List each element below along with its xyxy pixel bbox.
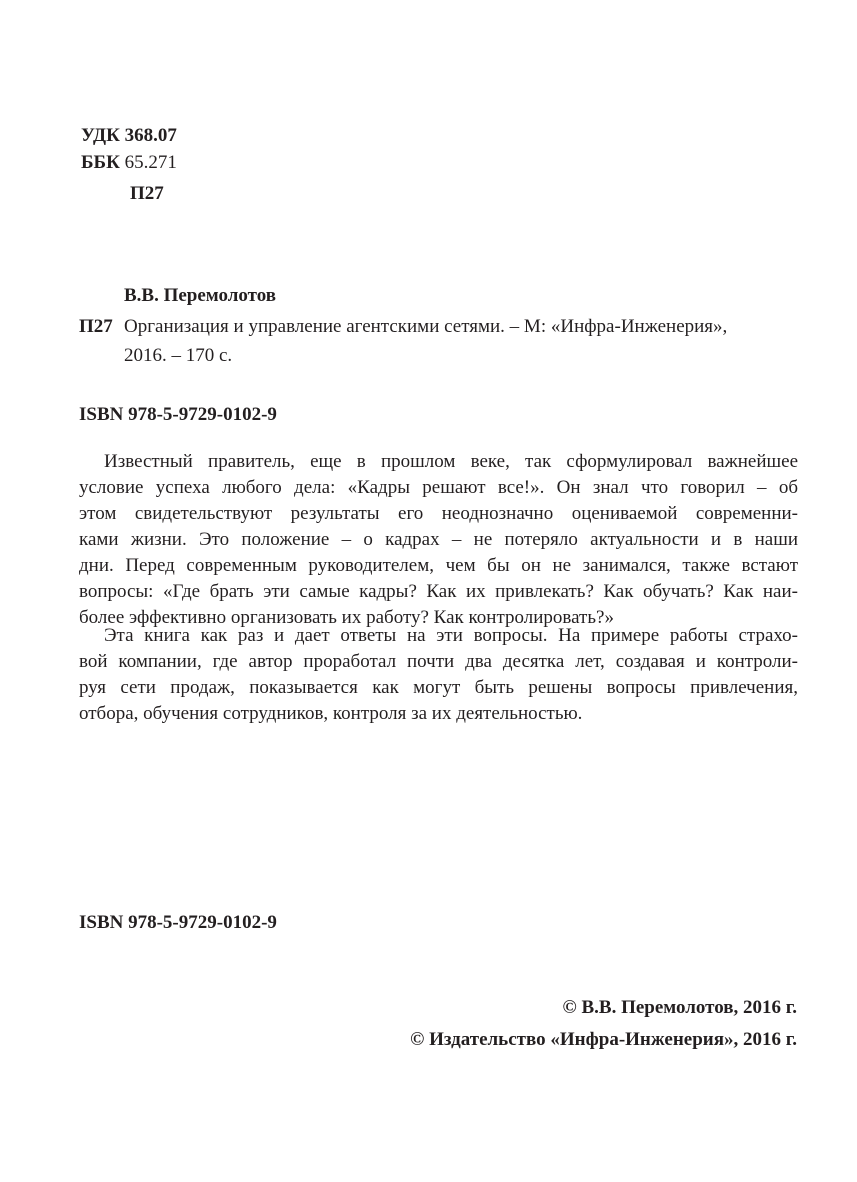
bbk-label: ББК (81, 152, 120, 173)
copyright-publisher: © Издательство «Инфра-Инженерия», 2016 г. (410, 1029, 797, 1050)
annotation-line: условие успеха любого дела: «Кадры решают все!». Он знал что говорил – об (79, 477, 798, 498)
author-code: П27 (130, 183, 164, 204)
annotation-line: ками жизни. Это положение – о кадрах – не потеряло актуальности и в наши (79, 529, 798, 550)
bbk-value: 65.271 (124, 152, 177, 173)
copyright-author: © В.В. Перемолотов, 2016 г. (562, 997, 797, 1018)
annotation-line: вой компании, где автор проработал почти два десятка лет, создавая и контроли- (79, 651, 798, 672)
udk-index: УДК 368.07 (81, 125, 177, 146)
annotation-paragraph-2 (79, 623, 798, 727)
book-title-line-2: 2016. – 170 с. (124, 345, 233, 366)
annotation-line: более эффективно организовать их работу? Как контролировать?» (79, 607, 614, 628)
annotation-line: вопросы: «Где брать эти самые кадры? Как их привлекать? Как обучать? Как наи- (79, 581, 798, 602)
annotation-line: этом свидетельствуют результаты его неоднозначно оцениваемой современни- (79, 503, 798, 524)
isbn-bottom: ISBN 978-5-9729-0102-9 (79, 912, 277, 933)
annotation-line: Эта книга как раз и дает ответы на эти вопросы. На примере работы страхо- (104, 625, 798, 646)
annotation-line: дни. Перед современным руководителем, чем бы он не занимался, также встают (79, 555, 798, 576)
annotation-line: Известный правитель, еще в прошлом веке, так сформулировал важнейшее (104, 451, 798, 472)
book-title-line-1: Организация и управление агентскими сетями. – М: «Инфра-Инженерия», (124, 316, 728, 337)
entry-author-code: П27 (79, 316, 113, 337)
bbk-index (81, 151, 177, 175)
annotation-line: отбора, обучения сотрудников, контроля за их деятельностью. (79, 703, 583, 724)
isbn-top: ISBN 978-5-9729-0102-9 (79, 404, 277, 425)
annotation-paragraph-1 (79, 449, 798, 631)
annotation-line: руя сети продаж, показывается как могут быть решены вопросы привлечения, (79, 677, 798, 698)
author-name: В.В. Перемолотов (124, 285, 277, 306)
